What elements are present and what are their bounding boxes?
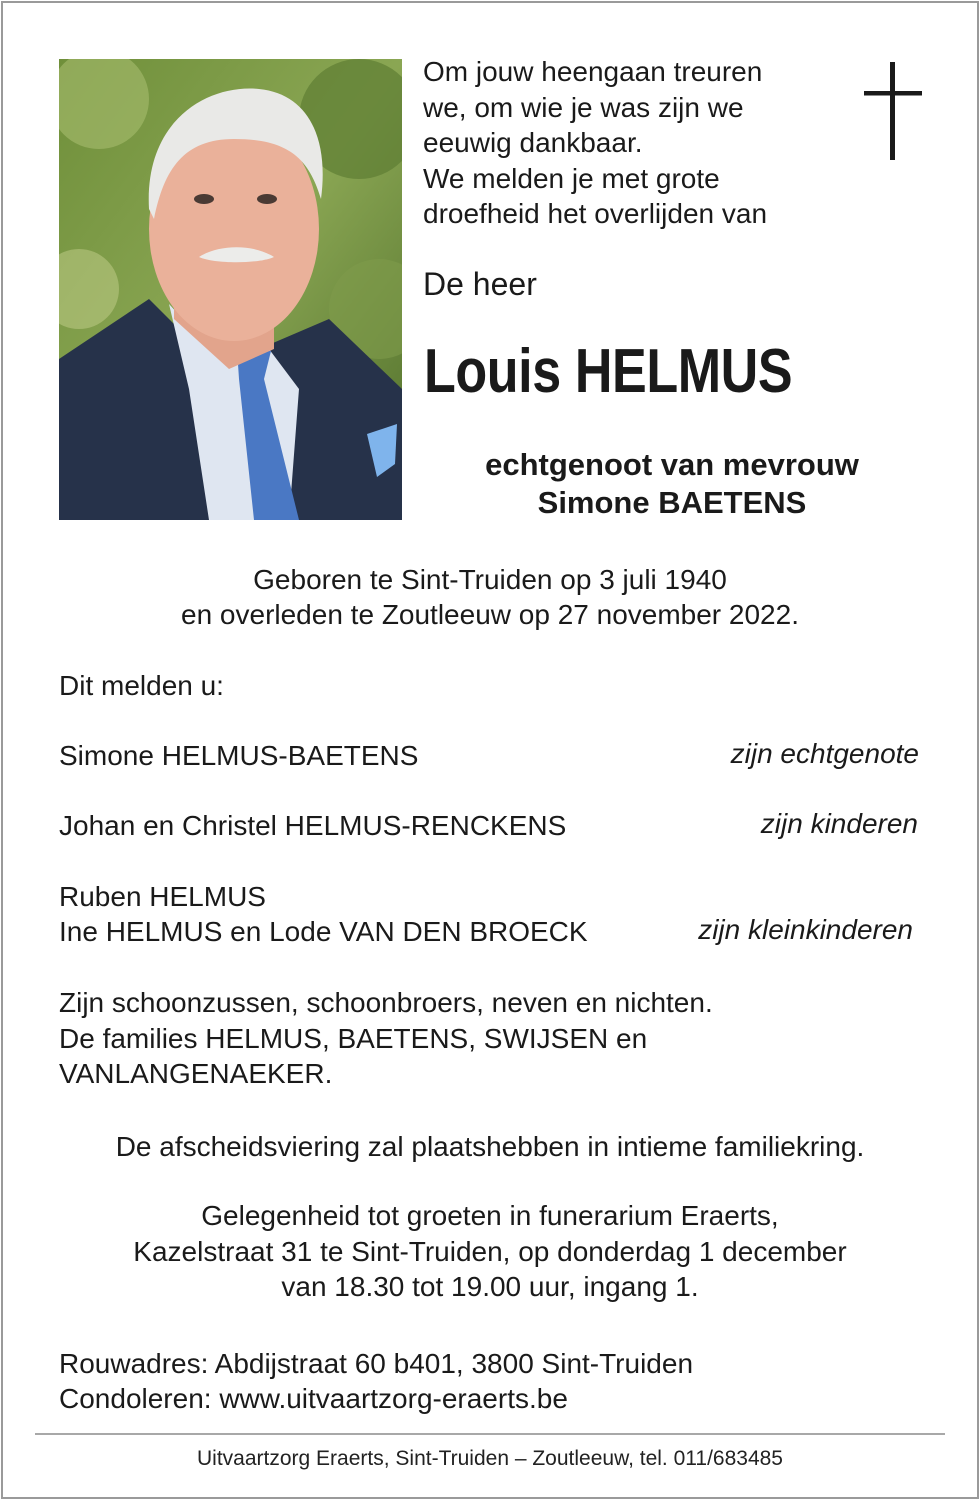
relative-name: Johan en Christel HELMUS-RENCKENS <box>59 810 567 841</box>
visitation-text <box>0 1198 980 1305</box>
ceremony-text: De afscheidsviering zal plaatshebben in intieme familiekring. <box>115 1131 865 1162</box>
spouse-name: Simone BAETENS <box>537 485 807 520</box>
family-line: VANLANGENAEKER. <box>59 1058 333 1089</box>
family-text <box>59 985 713 1092</box>
relative-relation: zijn echtgenote <box>730 738 919 769</box>
intro-line: droefheid het overlijden van <box>423 198 768 229</box>
intro-line: Om jouw heengaan treuren <box>423 56 763 87</box>
portrait-photo <box>59 59 402 520</box>
condolences-link[interactable]: Condoleren: www.uitvaartzorg-eraerts.be <box>59 1383 568 1414</box>
family-line: De families HELMUS, BAETENS, SWIJSEN en <box>59 1022 648 1054</box>
relative-relation: zijn kleinkinderen <box>698 914 913 945</box>
family-line: Zijn schoonzussen, schoonbroers, neven en nichten. <box>59 987 713 1018</box>
visitation-line: Kazelstraat 31 te Sint-Truiden, op donderdag 1 december <box>133 1235 847 1267</box>
birth-death-info <box>0 562 980 632</box>
intro-line: we, om wie je was zijn we <box>423 91 744 123</box>
visitation-line: Gelegenheid tot groeten in funerarium Eraerts, <box>201 1200 779 1231</box>
honorific: De heer <box>423 266 537 302</box>
birth-line: Geboren te Sint-Truiden op 3 juli 1940 <box>253 564 727 595</box>
spouse-line: echtgenoot van mevrouw <box>485 447 859 482</box>
relative-name: Ruben HELMUS <box>59 881 266 912</box>
relative-name: Ine HELMUS en Lode VAN DEN BROECK <box>59 916 588 947</box>
intro-line: We melden je met grote <box>423 162 720 194</box>
mourning-address: Rouwadres: Abdijstraat 60 b401, 3800 Sint-Truiden <box>59 1348 694 1379</box>
relative-relation: zijn kinderen <box>760 808 918 839</box>
death-line: en overleden te Zoutleeuw op 27 november 2022. <box>181 599 799 630</box>
visitation-line: van 18.30 tot 19.00 uur, ingang 1. <box>281 1271 699 1302</box>
intro-text <box>423 54 843 232</box>
deceased-name: Louis HELMUS <box>424 337 793 406</box>
relative-name: Simone HELMUS-BAETENS <box>59 740 419 771</box>
spouse-info <box>440 446 904 522</box>
divider <box>35 1433 945 1435</box>
announce-text: Dit melden u: <box>59 670 224 701</box>
intro-line: eeuwig dankbaar. <box>423 127 643 158</box>
cross-icon <box>864 62 922 160</box>
footer-text: Uitvaartzorg Eraerts, Sint-Truiden – Zoutleeuw, tel. 011/683485 <box>197 1447 783 1470</box>
